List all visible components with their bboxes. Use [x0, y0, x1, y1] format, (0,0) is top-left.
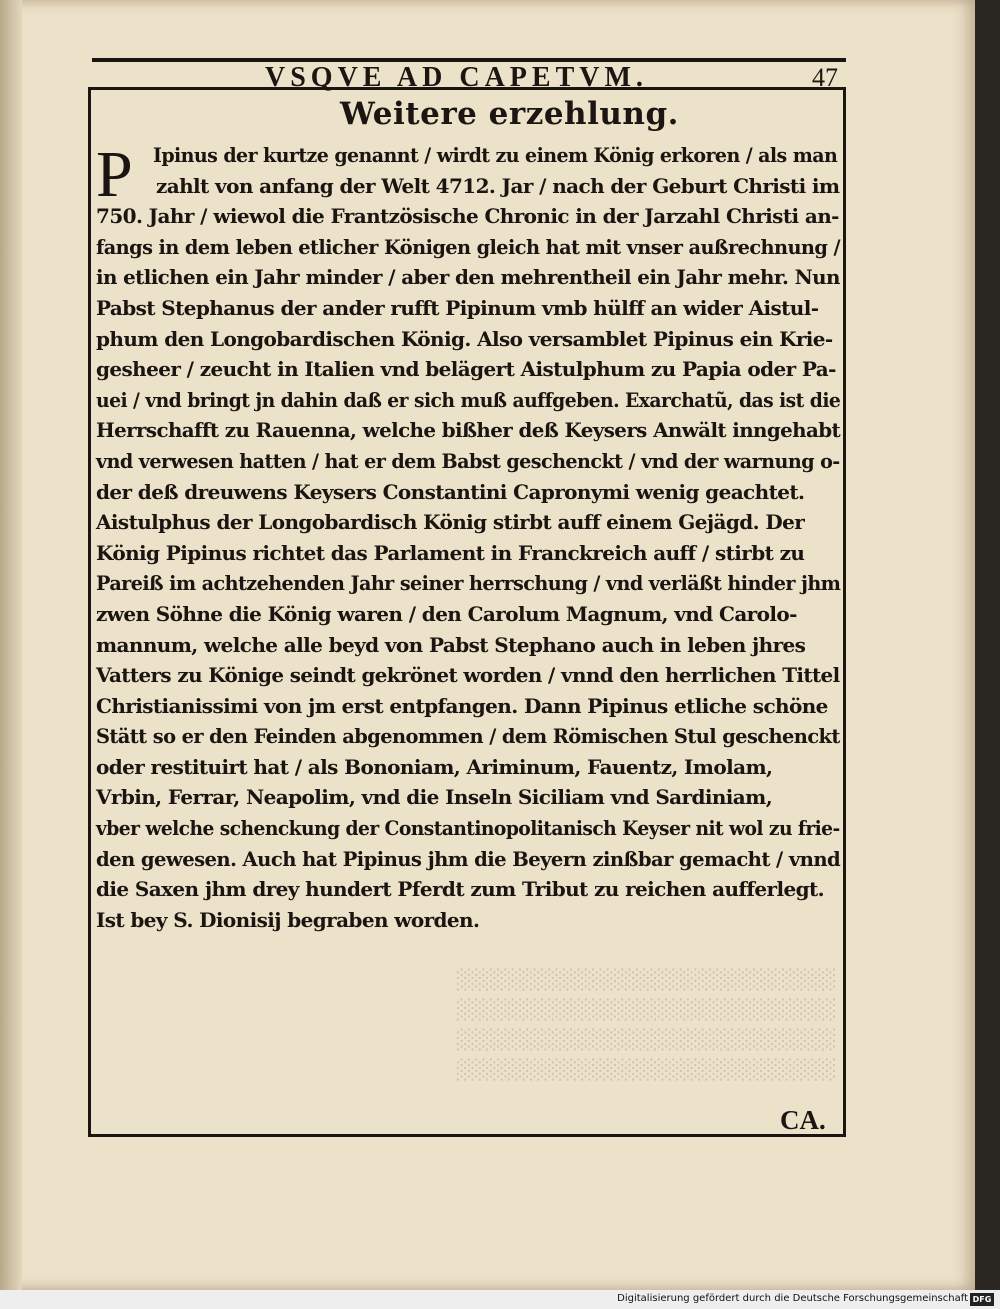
header-rule: [92, 58, 846, 62]
running-head: VSQVE AD CAPETVM.: [265, 62, 648, 93]
text-line: Ist bey S. Dionisij begraben worden.: [96, 907, 480, 932]
section-heading: Weitere erzehlung.: [340, 96, 679, 132]
text-line: der deß dreuwens Keysers Constantini Capronymi wenig geachtet.: [96, 479, 805, 504]
text-line: vnd verwesen hatten / hat er dem Babst geschenckt / vnd der warnung o-: [96, 448, 840, 473]
show-through: ░░░░░░░░░░░░░░░░░░░░░░░░░░ ░░░░░░░░░░░░░░░░░░░░░░░░░░ ░░░░░░░░░░░░░░░░░░░░░░░░░░ ░░░░░░░░░░░░░░░░░░░░░░░░░░: [455, 969, 835, 1081]
text-line: Herrschafft zu Rauenna, welche bißher deß Keysers Anwält inngehabt: [96, 418, 841, 443]
text-line: gesheer / zeucht in Italien vnd belägert Aistulphum zu Papia oder Pa-: [96, 357, 836, 382]
text-line: oder restituirt hat / als Bononiam, Ariminum, Fauentz, Imolam,: [96, 754, 773, 779]
text-line: Christianissimi von jm erst entpfangen. Dann Pipinus etliche schöne: [96, 693, 828, 718]
text-line: Pareiß im achtzehenden Jahr seiner herrschung / vnd verläßt hinder jhm: [96, 571, 841, 596]
text-line: Vatters zu Könige seindt gekrönet worden / vnnd den herrlichen Tittel: [96, 663, 840, 688]
text-line: Pabst Stephanus der ander rufft Pipinum vmb hülff an wider Aistul-: [96, 295, 819, 320]
text-line: König Pipinus richtet das Parlament in Franckreich auff / stirbt zu: [96, 540, 805, 565]
body-text: [96, 140, 840, 935]
text-line: phum den Longobardischen König. Also versamblet Pipinus ein Krie-: [96, 326, 833, 351]
drop-cap: P: [96, 138, 133, 211]
text-line: Aistulphus der Longobardisch König stirbt auff einem Gejägd. Der: [96, 510, 805, 535]
text-line: 750. Jahr / wiewol die Frantzösische Chronic in der Jarzahl Christi an-: [96, 204, 839, 229]
text-line: fangs in dem leben etlicher Königen gleich hat mit vnser außrechnung /: [96, 234, 840, 259]
page-gutter: [0, 0, 22, 1290]
text-line: mannum, welche alle beyd von Pabst Stephano auch in leben jhres: [96, 632, 806, 657]
dfg-logo: DFG: [970, 1293, 994, 1306]
catchword: CA.: [780, 1105, 826, 1135]
text-line: Ipinus der kurtze genannt / wirdt zu einem König erkoren / als man: [153, 143, 838, 167]
text-line: zahlt von anfang der Welt 4712. Jar / nach der Geburt Christi im: [156, 173, 840, 198]
text-line: die Saxen jhm drey hundert Pferdt zum Tribut zu reichen aufferlegt.: [96, 877, 824, 902]
text-line: Vrbin, Ferrar, Neapolim, vnd die Inseln Siciliam vnd Sardiniam,: [96, 785, 773, 810]
funding-note: Digitalisierung gefördert durch die Deutsche Forschungsgemeinschaft: [617, 1293, 968, 1304]
text-line: uei / vnd bringt jn dahin daß er sich muß auffgeben. Exarchatũ, das ist die: [96, 387, 841, 412]
text-line: Stätt so er den Feinden abgenommen / dem Römischen Stul geschenckt: [96, 724, 840, 749]
text-line: zwen Söhne die König waren / den Carolum Magnum, vnd Carolo-: [96, 601, 797, 626]
page-number: 47: [812, 63, 838, 92]
text-line: in etlichen ein Jahr minder / aber den mehrentheil ein Jahr mehr. Nun: [96, 265, 840, 290]
text-line: vber welche schenckung der Constantinopolitanisch Keyser nit wol zu frie-: [96, 816, 840, 841]
text-line: den gewesen. Auch hat Pipinus jhm die Beyern zinßbar gemacht / vnnd: [96, 846, 841, 871]
